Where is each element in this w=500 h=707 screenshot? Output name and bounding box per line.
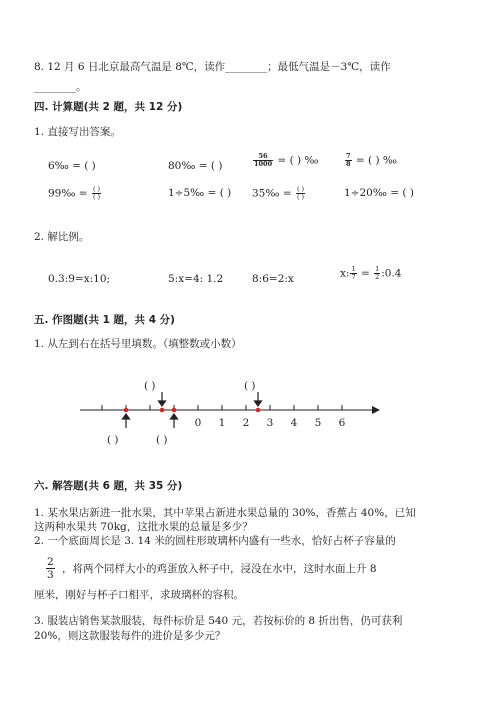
tick-label: 6 [338,417,346,429]
calc-item: 80‰ = ( ) [168,160,223,172]
section-4-title: 四. 计算题(共 2 题，共 12 分) [34,101,183,113]
question-2-line1: 2. 一个底面周长是 3. 14 米的圆柱形玻璃杯内盛有一些水，恰好占杯子容量的 [34,535,396,547]
calc-item: $\frac{56}{1000}$ = ( ) ‰ [254,152,319,168]
section-6-title: 六. 解答题(共 6 题，共 35 分) [34,480,183,492]
tick-label: 5 [314,417,322,429]
question-3-line1: 3. 服装店销售某款服装，每件标价是 540 元，若按标价的 8 折出售，仍可获利 [34,615,403,627]
tick-marks [102,405,342,410]
answer-paren: ( ) [156,434,168,446]
up-arrow-head [123,414,130,419]
question-2-line2: ，将两个同样大小的鸡蛋放入杯子中，浸没在水中，这时水面上升 8 [62,563,377,575]
question-8-line2: ________。 [34,81,87,93]
point-marker [124,408,129,413]
tick-label: 1 [218,417,226,429]
fraction: $\frac{( )}{( )}$ [296,185,305,201]
point-marker [160,408,165,413]
question-2-line3: 厘米，刚好与杯子口相平，求玻璃杯的容积。 [34,589,244,601]
answer-paren: ( ) [244,380,256,392]
fraction: $\frac{1}{2}$ [375,265,380,281]
down-arrow-head [159,401,166,406]
question-1-line1: 1. 某水果店新进一批水果，其中苹果占新进水果总量的 30%，香蕉占 40%，已知 [34,507,416,519]
tick-label: 3 [266,417,274,429]
ratio-item: 5:x=4: 1.2 [168,273,224,285]
section-4-q1-title: 1. 直接写出答案。 [34,126,121,138]
point-marker [256,408,261,413]
question-3-line2: 20%，则这款服装每件的进价是多少元？ [34,630,226,642]
ratio-item: 0.3:9=x:10; [48,273,111,285]
point-marker [172,408,177,413]
tick-label: 0 [194,417,202,429]
fraction: $\frac{1}{7}$ [351,265,356,281]
number-line-arrowhead [372,406,380,414]
calc-item: 35‰ = $\frac{( )}{( )}$ [252,185,305,201]
calc-item: 1÷20‰ = ( ) [344,187,414,199]
down-arrow-head [255,401,262,406]
fraction-two-thirds: $\frac{2}{3}$ [47,556,54,581]
fraction: $\frac{7}{8}$ [346,152,351,168]
up-arrow-head [171,414,178,419]
calc-item: 99‰ = $\frac{( )}{( )}$ [48,185,101,201]
question-1-line2: 这两种水果共 70kg，这批水果的总量是多少？ [34,521,253,533]
ratio-item: 8:6=2:x [252,273,294,285]
section-5-title: 五. 作图题(共 1 题，共 4 分) [34,314,175,326]
calc-item: $\frac{7}{8}$ = ( ) ‰ [346,152,397,168]
answer-paren: ( ) [144,380,156,392]
calc-item: 6‰ = ( ) [48,160,96,172]
question-8-line1: 8. 12 月 6 日北京最高气温是 8℃，读作________；最低气温是－3℃，读作 [34,61,391,73]
section-4-q2-title: 2. 解比例。 [34,231,90,243]
tick-label: 2 [242,417,250,429]
tick-label: 4 [290,417,298,429]
fraction: $\frac{56}{1000}$ [254,152,273,168]
fraction: $\frac{( )}{( )}$ [92,185,101,201]
answer-paren: ( ) [107,434,119,446]
calc-item: 1÷5‰ = ( ) [168,187,232,199]
ratio-item: x: $\frac{1}{7}$ = $\frac{1}{2}$ :0.4 [340,265,402,281]
section-5-q1-title: 1. 从左到右在括号里填数。（填整数或小数） [34,338,242,350]
